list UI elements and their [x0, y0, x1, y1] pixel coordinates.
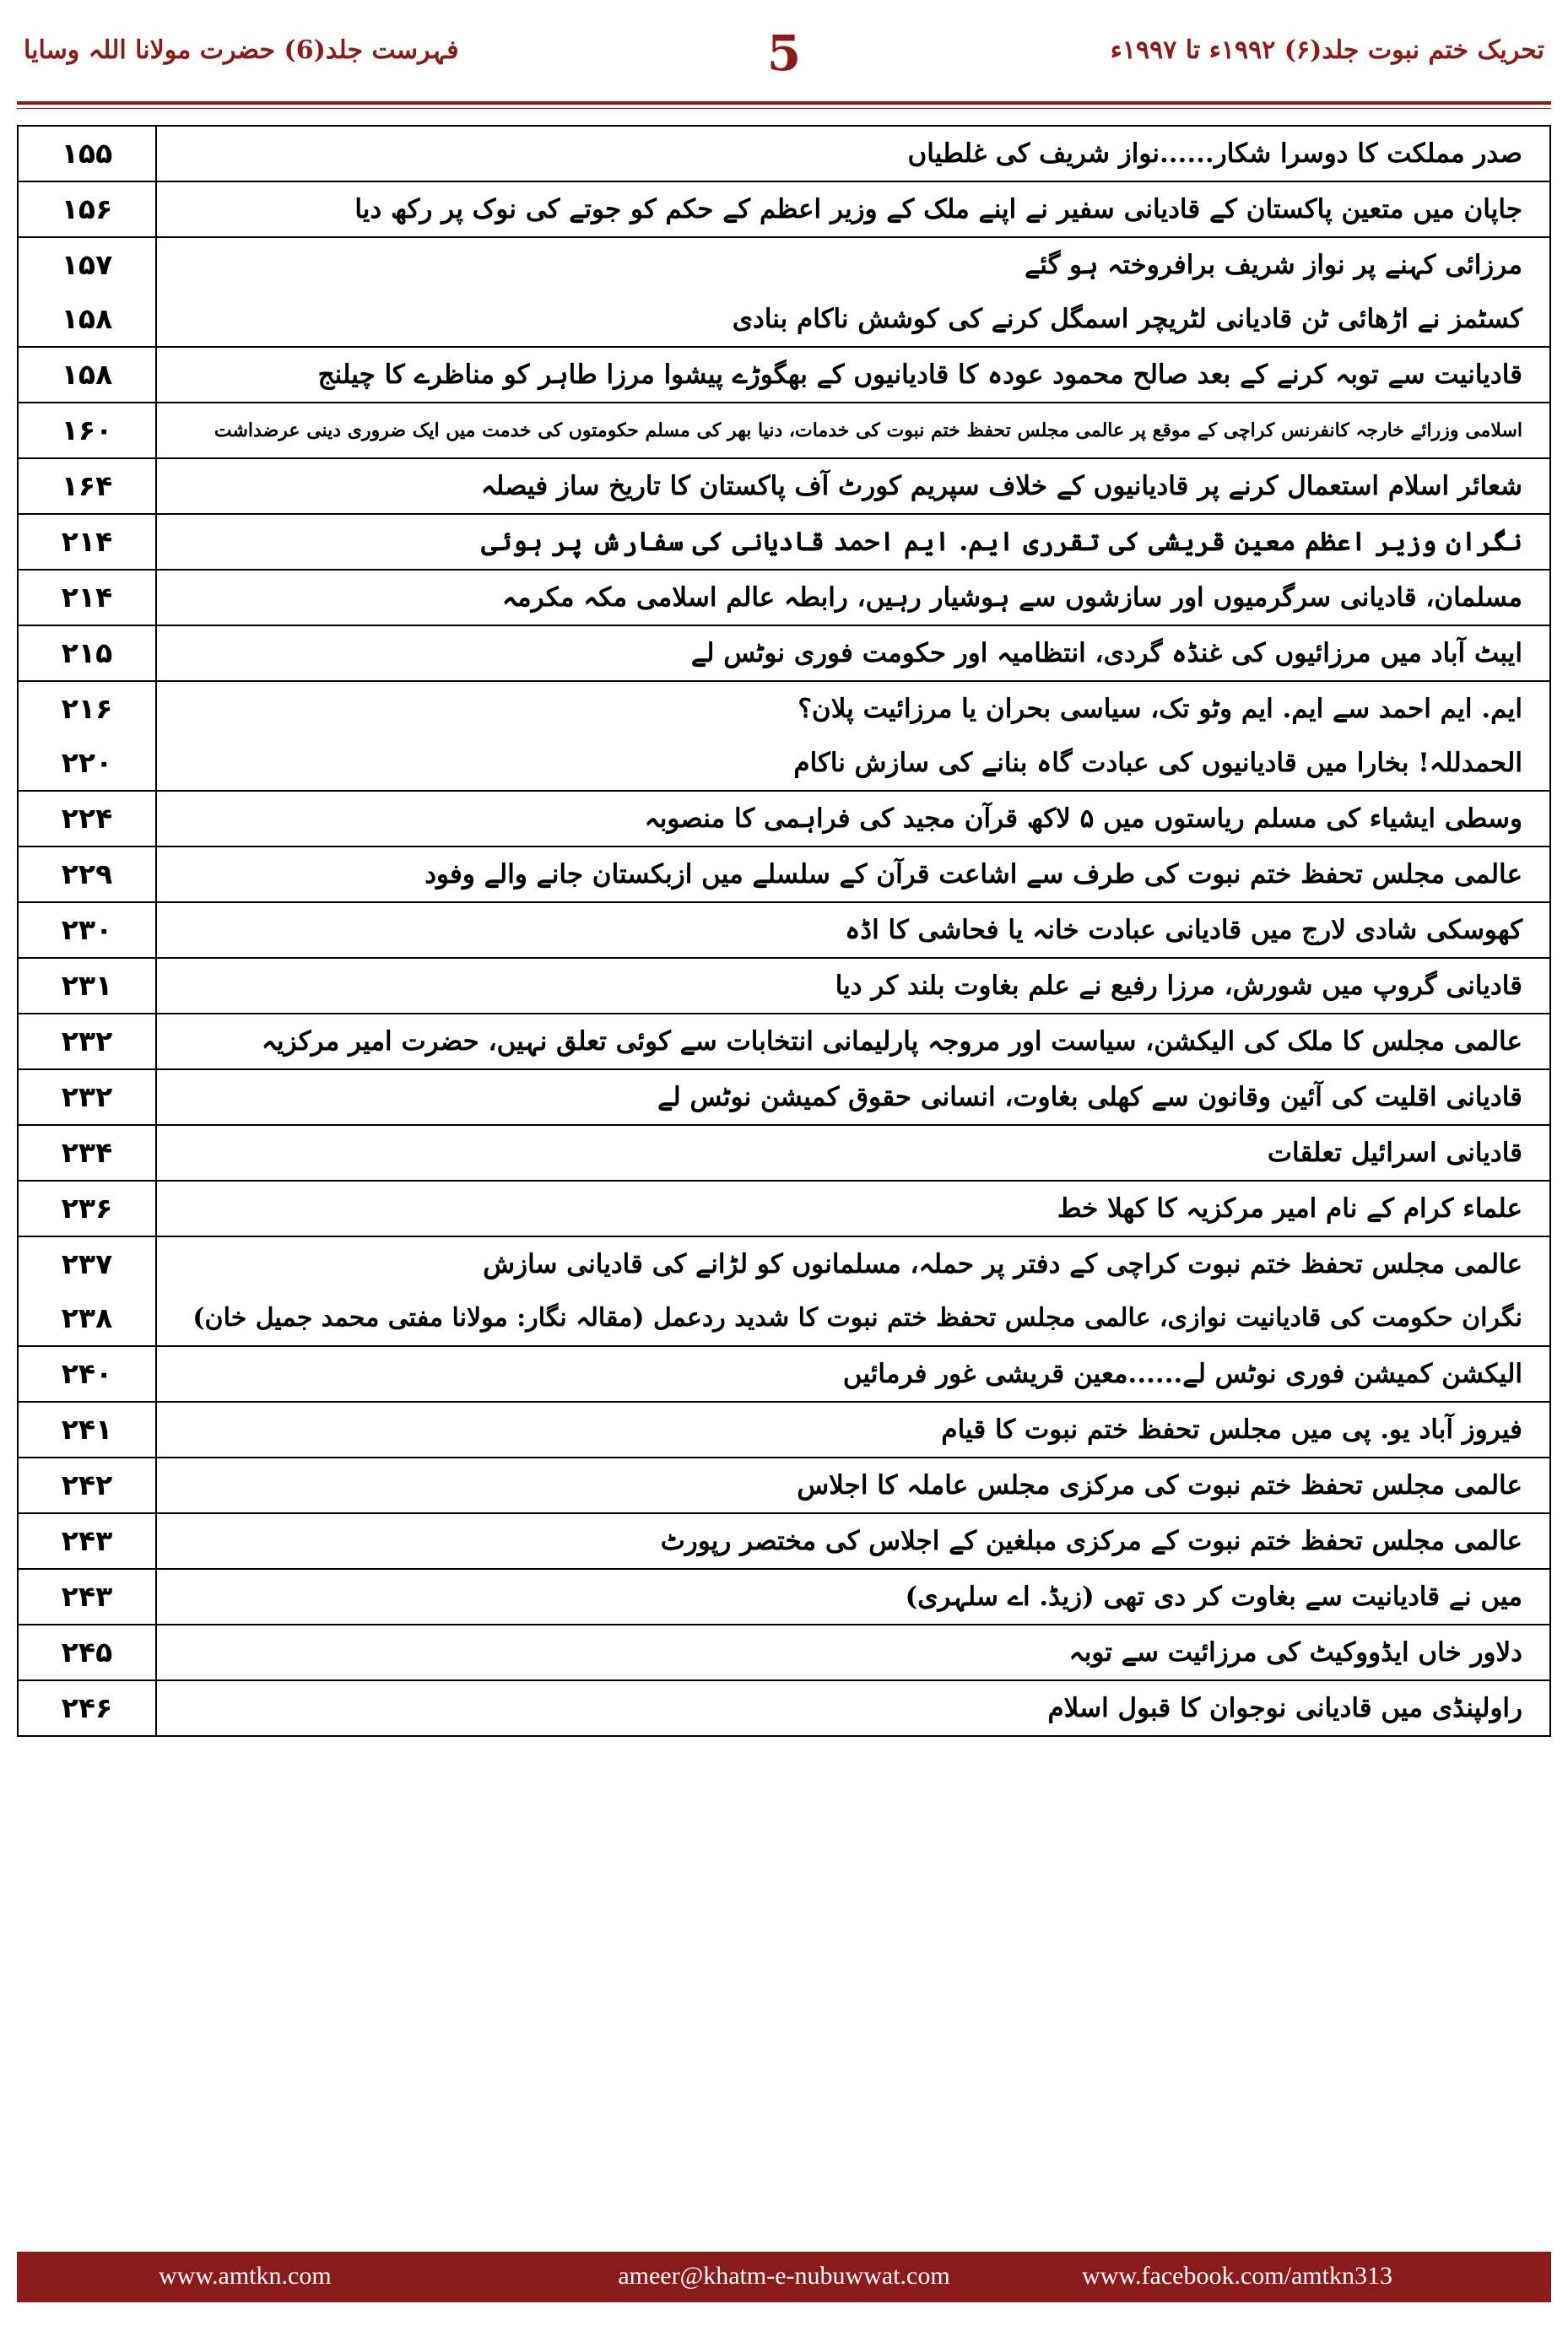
entry-title: جاپان میں متعین پاکستان کے قادیانی سفیر نے اپنے ملک کے وزیر اعظم کے حکم کو جوتے کی نوک پر رکھ دیا	[354, 194, 1522, 224]
page-number-cell	[18, 1458, 156, 1513]
entry-page: ۱۵۸	[61, 302, 113, 335]
entry-title: صدر مملکت کا دوسرا شکار......نواز شریف کی غلطیاں	[907, 138, 1522, 169]
title-cell	[156, 1014, 1550, 1069]
entry-page: ۲۳۰	[61, 913, 113, 946]
entry-title: عالمی مجلس تحفظ ختم نبوت کراچی کے دفتر پر حملہ، مسلمانوں کو لڑانے کی قادیانی سازش	[483, 1249, 1522, 1279]
entry-title: کسٹمز نے اڑھائی ٹن قادیانی لٹریچر اسمگل کرنے کی کوشش ناکام بنادی	[732, 304, 1522, 334]
title-cell	[156, 514, 1550, 570]
page-number-cell	[18, 625, 156, 681]
title-cell	[156, 1402, 1550, 1458]
facebook-link[interactable]: www.facebook.com/amtkn313	[1082, 2262, 1392, 2290]
entry-title: کھوسکی شادی لارج میں قادیانی عبادت خانہ یا فحاشی کا اڈہ	[845, 915, 1522, 945]
toc-row	[18, 514, 1550, 570]
page-number-cell	[18, 181, 156, 237]
entry-title: قادیانیت سے توبہ کرنے کے بعد صالح محمود عودہ کا قادیانیوں کے بھگوڑے پیشوا مرزا طاہر کو مناظرے کا چیلنج	[317, 360, 1522, 390]
page-number-cell	[18, 403, 156, 458]
toc-row	[18, 1625, 1550, 1680]
entry-page: ۲۴۲	[61, 1468, 113, 1501]
email-link[interactable]: ameer@khatm-e-nubuwwat.com	[618, 2262, 950, 2290]
title-cell	[156, 1346, 1550, 1402]
page-number-cell	[18, 1181, 156, 1236]
title-cell	[156, 681, 1550, 791]
entry-page: ۲۳۸	[61, 1301, 113, 1334]
contents-table	[17, 125, 1551, 1737]
toc-row	[18, 403, 1550, 458]
toc-row	[18, 237, 1550, 347]
title-cell	[156, 958, 1550, 1014]
entry-page: ۱۵۷	[61, 248, 113, 281]
entry-title: قادیانی اقلیت کی آئین وقانون سے کھلی بغاوت، انسانی حقوق کمیشن نوٹس لے	[657, 1082, 1522, 1112]
toc-row	[18, 347, 1550, 403]
entry-page: ۲۳۷	[61, 1247, 113, 1280]
toc-row	[18, 181, 1550, 237]
header-divider-thin	[17, 108, 1551, 109]
entry-page: ۲۳۲	[61, 1025, 113, 1057]
toc-row	[18, 1014, 1550, 1069]
entry-page: ۲۳۲	[61, 1080, 113, 1113]
entry-page: ۲۳۴	[61, 1136, 113, 1169]
page-number-cell	[18, 1625, 156, 1680]
entry-title: عالمی مجلس کا ملک کی الیکشن، سیاست اور مروجہ پارلیمانی انتخابات سے کوئی تعلق نہیں، حضرت امیر مرکزیہ	[261, 1026, 1522, 1057]
toc-row	[18, 1513, 1550, 1569]
title-cell	[156, 902, 1550, 958]
page-number-cell	[18, 958, 156, 1014]
title-cell	[156, 1569, 1550, 1625]
toc-row	[18, 791, 1550, 846]
header-divider	[17, 101, 1551, 105]
title-cell	[156, 1125, 1550, 1181]
title-cell	[156, 1181, 1550, 1236]
toc-row	[18, 1346, 1550, 1402]
page-number-cell	[18, 681, 156, 791]
entry-page: ۲۲۰	[61, 746, 113, 779]
entry-title: عالمی مجلس تحفظ ختم نبوت کے مرکزی مبلغین کے اجلاس کی مختصر رپورٹ	[660, 1526, 1522, 1556]
title-cell	[156, 403, 1550, 458]
website-link[interactable]: www.amtkn.com	[159, 2262, 332, 2290]
entry-page: ۲۲۹	[61, 857, 113, 890]
entry-title: نگران وزیر اعظم معین قریشی کی تقرری ایم. ایم احمد قادیانی کی سفارش پر ہوئی	[481, 527, 1522, 557]
entry-page: ۱۵۵	[61, 137, 113, 170]
entry-page: ۲۴۱	[61, 1413, 113, 1446]
entry-page: ۲۱۶	[61, 692, 113, 725]
entry-page: ۱۵۸	[61, 358, 113, 391]
index-title: فہرست جلد(6) حضرت مولانا اللہ وسایا	[24, 35, 459, 65]
page-number-cell	[18, 570, 156, 625]
toc-row	[18, 625, 1550, 681]
title-cell	[156, 1458, 1550, 1513]
toc-row	[18, 458, 1550, 514]
title-cell	[156, 846, 1550, 902]
title-cell	[156, 458, 1550, 514]
entry-title: مرزائی کہنے پر نواز شریف برافروختہ ہو گئے	[1025, 250, 1522, 280]
book-title: تحریک ختم نبوت جلد(۶) ۱۹۹۲ء تا ۱۹۹۷ء	[1110, 35, 1544, 65]
entry-title: الحمدللہ! بخارا میں قادیانیوں کی عبادت گاہ بنانے کی سازش ناکام	[793, 748, 1522, 778]
page-number: 5	[766, 24, 802, 82]
entry-title: اسلامی وزرائے خارجہ کانفرنس کراچی کے موقع پر عالمی مجلس تحفظ ختم نبوت کی خدمات، دنیا بھر کی مسلم حکومتوں کی خدمت میں ایک ضروری دینی عرضداشت	[214, 419, 1522, 441]
entry-title: قادیانی گروپ میں شورش، مرزا رفیع نے علم بغاوت بلند کر دیا	[835, 971, 1522, 1001]
toc-row	[18, 846, 1550, 902]
toc-row	[18, 1569, 1550, 1625]
title-cell	[156, 1680, 1550, 1736]
toc-row	[18, 1181, 1550, 1236]
page-number-cell	[18, 237, 156, 347]
entry-title: نگران حکومت کی قادیانیت نوازی، عالمی مجلس تحفظ ختم نبوت کا شدید ردعمل (مقالہ نگار: مولانا مفتی محمد جمیل خان)	[192, 1303, 1522, 1333]
page-number-cell	[18, 514, 156, 570]
toc-row	[18, 1236, 1550, 1346]
page-number-cell	[18, 1513, 156, 1569]
entry-page: ۱۵۶	[61, 192, 113, 225]
page-number-cell	[18, 902, 156, 958]
page-number-cell	[18, 1236, 156, 1346]
entry-title: ایم. ایم احمد سے ایم. ایم وٹو تک، سیاسی بحران یا مرزائیت پلان؟	[798, 694, 1522, 724]
page-number-cell	[18, 846, 156, 902]
page-number-cell	[18, 1069, 156, 1125]
toc-row	[18, 126, 1550, 181]
entry-page: ۲۱۴	[61, 525, 113, 558]
entry-title: الیکشن کمیشن فوری نوٹس لے......معین قریشی غور فرمائیں	[842, 1359, 1522, 1389]
entry-title: وسطی ایشیاء کی مسلم ریاستوں میں ۵ لاکھ قرآن مجید کی فراہمی کا منصوبہ	[644, 803, 1522, 834]
title-cell	[156, 1236, 1550, 1346]
title-cell	[156, 1513, 1550, 1569]
entry-page: ۲۴۰	[61, 1357, 113, 1390]
title-cell	[156, 237, 1550, 347]
page-number-cell	[18, 1346, 156, 1402]
title-cell	[156, 126, 1550, 181]
toc-row	[18, 902, 1550, 958]
page-footer	[17, 2252, 1551, 2302]
entry-page: ۲۱۴	[61, 581, 113, 614]
entry-page: ۲۴۵	[61, 1636, 113, 1669]
entry-title: عالمی مجلس تحفظ ختم نبوت کی مرکزی مجلس عاملہ کا اجلاس	[797, 1470, 1522, 1501]
page-number-cell	[18, 1014, 156, 1069]
entry-title: میں نے قادیانیت سے بغاوت کر دی تھی (زیڈ. اے سلہری)	[905, 1582, 1522, 1612]
entry-title: مسلمان، قادیانی سرگرمیوں اور سازشوں سے ہوشیار رہیں، رابطہ عالم اسلامی مکہ مکرمہ	[501, 582, 1522, 613]
entry-title: فیروز آباد یو. پی میں مجلس تحفظ ختم نبوت کا قیام	[941, 1414, 1522, 1445]
toc-row	[18, 1458, 1550, 1513]
toc-row	[18, 1125, 1550, 1181]
entry-title: ایبٹ آباد میں مرزائیوں کی غنڈہ گردی، انتظامیہ اور حکومت فوری نوٹس لے	[690, 638, 1522, 668]
page-number-cell	[18, 347, 156, 403]
entry-title: راولپنڈی میں قادیانی نوجوان کا قبول اسلام	[1047, 1693, 1522, 1723]
entry-page: ۱۶۴	[61, 469, 113, 502]
page-number-cell	[18, 458, 156, 514]
entry-title: شعائر اسلام استعمال کرنے پر قادیانیوں کے خلاف سپریم کورٹ آف پاکستان کا تاریخ ساز فیصلہ	[480, 471, 1522, 501]
page-number-cell	[18, 1680, 156, 1736]
toc-row	[18, 681, 1550, 791]
title-cell	[156, 625, 1550, 681]
page-number-cell	[18, 791, 156, 846]
title-cell	[156, 347, 1550, 403]
entry-title: قادیانی اسرائیل تعلقات	[1267, 1138, 1522, 1168]
page-header	[24, 24, 1544, 83]
entry-page: ۱۶۰	[61, 414, 113, 446]
entry-page: ۲۱۵	[61, 636, 113, 669]
page-number-cell	[18, 1569, 156, 1625]
entry-page: ۲۲۴	[61, 802, 113, 835]
entry-page: ۲۴۳	[61, 1524, 113, 1557]
entry-title: دلاور خاں ایڈووکیٹ کی مرزائیت سے توبہ	[1068, 1637, 1522, 1668]
toc-row	[18, 1680, 1550, 1736]
page-number-cell	[18, 1402, 156, 1458]
title-cell	[156, 1625, 1550, 1680]
title-cell	[156, 1069, 1550, 1125]
entry-title: عالمی مجلس تحفظ ختم نبوت کی طرف سے اشاعت قرآن کے سلسلے میں ازبکستان جانے والے وفود	[424, 859, 1522, 890]
page-number-cell	[18, 1125, 156, 1181]
toc-row	[18, 958, 1550, 1014]
toc-row	[18, 1069, 1550, 1125]
entry-page: ۲۳۶	[61, 1192, 113, 1225]
entry-page: ۲۴۶	[61, 1691, 113, 1724]
toc-row	[18, 570, 1550, 625]
title-cell	[156, 181, 1550, 237]
page-number-cell	[18, 126, 156, 181]
title-cell	[156, 570, 1550, 625]
entry-page: ۲۴۳	[61, 1580, 113, 1613]
title-cell	[156, 791, 1550, 846]
entry-title: علماء کرام کے نام امیر مرکزیہ کا کھلا خط	[1057, 1193, 1522, 1224]
entry-page: ۲۳۱	[61, 969, 113, 1002]
toc-row	[18, 1402, 1550, 1458]
